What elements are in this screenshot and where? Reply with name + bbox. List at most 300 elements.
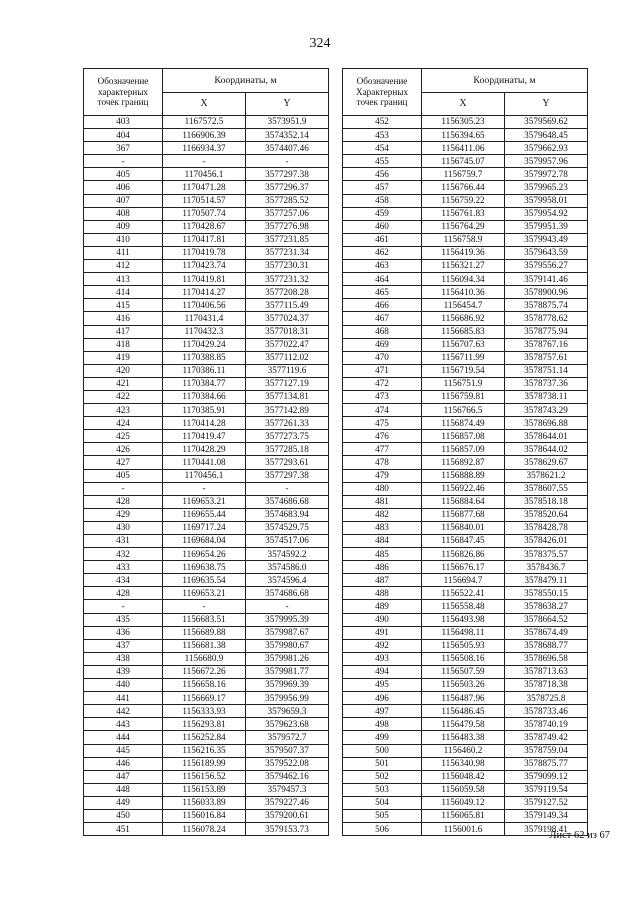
point-id-cell: 459 xyxy=(343,207,422,220)
table-row xyxy=(84,116,329,129)
table-row xyxy=(343,535,588,548)
table-row xyxy=(343,665,588,678)
y-coordinate-cell: 3578638.27 xyxy=(505,600,588,613)
x-coordinate-cell: 1156922.46 xyxy=(422,482,505,495)
x-coordinate-cell: 1156153.89 xyxy=(163,783,246,796)
x-coordinate-cell: 1166934.37 xyxy=(163,142,246,155)
table-row xyxy=(343,718,588,731)
point-id-cell: 445 xyxy=(84,744,163,757)
x-coordinate-cell: 1156888.89 xyxy=(422,469,505,482)
x-coordinate-cell: 1156676.17 xyxy=(422,561,505,574)
point-id-cell: 449 xyxy=(84,796,163,809)
x-coordinate-cell: 1156707.63 xyxy=(422,338,505,351)
y-coordinate-cell: 3578607.55 xyxy=(505,482,588,495)
y-coordinate-cell: 3578688.77 xyxy=(505,639,588,652)
x-coordinate-cell: 1156189.99 xyxy=(163,757,246,770)
header-point-line-2: характерных xyxy=(98,86,148,97)
point-id-cell: 428 xyxy=(84,495,163,508)
table-row xyxy=(343,155,588,168)
table-row xyxy=(343,561,588,574)
table-row xyxy=(84,639,329,652)
point-id-cell: 498 xyxy=(343,718,422,731)
point-id-cell: 492 xyxy=(343,639,422,652)
table-row xyxy=(84,469,329,482)
y-coordinate-cell: 3574517.06 xyxy=(246,535,329,548)
table-row xyxy=(84,220,329,233)
point-id-cell: 480 xyxy=(343,482,422,495)
table-row xyxy=(84,155,329,168)
x-coordinate-cell: 1156745.07 xyxy=(422,155,505,168)
y-coordinate-cell: 3579149.34 xyxy=(505,809,588,822)
y-coordinate-cell: 3579141.46 xyxy=(505,273,588,286)
y-coordinate-cell: 3578738.11 xyxy=(505,390,588,403)
y-coordinate-cell: 3578767.16 xyxy=(505,338,588,351)
x-coordinate-cell: 1156410.36 xyxy=(422,286,505,299)
table-row xyxy=(343,456,588,469)
point-id-cell: 478 xyxy=(343,456,422,469)
y-coordinate-cell: 3578875.77 xyxy=(505,757,588,770)
y-coordinate-cell: 3578375.57 xyxy=(505,548,588,561)
y-coordinate-cell: 3577285.52 xyxy=(246,194,329,207)
x-coordinate-cell: 1156766.44 xyxy=(422,181,505,194)
y-coordinate-cell: 3579943.49 xyxy=(505,233,588,246)
point-id-cell: 453 xyxy=(343,129,422,142)
header-point-line-3: точек границ xyxy=(97,97,149,108)
table-row xyxy=(84,482,329,495)
table-row xyxy=(343,770,588,783)
y-coordinate-cell: 3578436.7 xyxy=(505,561,588,574)
table-row xyxy=(343,273,588,286)
y-coordinate-cell: 3577119.6 xyxy=(246,364,329,377)
y-coordinate-cell: 3577296.37 xyxy=(246,181,329,194)
point-id-cell: 412 xyxy=(84,260,163,273)
table-row xyxy=(84,233,329,246)
x-coordinate-cell: 1156033.89 xyxy=(163,796,246,809)
table-row xyxy=(84,770,329,783)
x-coordinate-cell: 1156758.9 xyxy=(422,233,505,246)
y-coordinate-cell: 3579569.62 xyxy=(505,116,588,129)
point-id-cell: 472 xyxy=(343,377,422,390)
point-id-cell: 452 xyxy=(343,116,422,129)
point-id-cell: 438 xyxy=(84,652,163,665)
point-id-cell: 416 xyxy=(84,312,163,325)
table-row xyxy=(343,495,588,508)
table-row xyxy=(84,286,329,299)
x-coordinate-cell: 1169653.21 xyxy=(163,587,246,600)
point-id-cell: 484 xyxy=(343,535,422,548)
y-coordinate-cell: 3579958.01 xyxy=(505,194,588,207)
point-id-cell: 479 xyxy=(343,469,422,482)
point-id-cell: 403 xyxy=(84,116,163,129)
y-coordinate-cell: 3578426.01 xyxy=(505,535,588,548)
y-coordinate-cell: 3579200.61 xyxy=(246,809,329,822)
x-coordinate-cell: 1170385.91 xyxy=(163,404,246,417)
y-coordinate-cell: - xyxy=(246,155,329,168)
header-point-line-3: точек границ xyxy=(356,97,408,108)
point-id-cell: 437 xyxy=(84,639,163,652)
x-coordinate-cell: 1156493.98 xyxy=(422,613,505,626)
y-coordinate-cell: 3577297.38 xyxy=(246,168,329,181)
point-id-cell: 489 xyxy=(343,600,422,613)
y-coordinate-cell: 3579119.54 xyxy=(505,783,588,796)
x-coordinate-cell: 1156884.64 xyxy=(422,495,505,508)
table-row xyxy=(84,600,329,613)
table-row xyxy=(343,142,588,155)
y-coordinate-cell: 3577231.32 xyxy=(246,273,329,286)
table-row xyxy=(343,521,588,534)
y-coordinate-cell: 3577208.28 xyxy=(246,286,329,299)
point-id-cell: 503 xyxy=(343,783,422,796)
table-row xyxy=(84,823,329,836)
point-id-cell: 433 xyxy=(84,561,163,574)
table-row xyxy=(84,194,329,207)
y-coordinate-cell: 3579522.08 xyxy=(246,757,329,770)
x-coordinate-cell: 1156394.65 xyxy=(422,129,505,142)
x-coordinate-cell: 1156522.41 xyxy=(422,587,505,600)
x-coordinate-cell: 1169717.24 xyxy=(163,521,246,534)
point-id-cell: 476 xyxy=(343,430,422,443)
y-coordinate-cell: 3578621.2 xyxy=(505,469,588,482)
point-id-cell: 430 xyxy=(84,521,163,534)
x-coordinate-cell: 1156065.81 xyxy=(422,809,505,822)
table-row xyxy=(84,718,329,731)
point-id-cell: 457 xyxy=(343,181,422,194)
table-row xyxy=(343,587,588,600)
y-coordinate-cell: - xyxy=(246,482,329,495)
point-id-cell: 467 xyxy=(343,312,422,325)
y-coordinate-cell: 3577276.98 xyxy=(246,220,329,233)
point-id-cell: - xyxy=(84,482,163,495)
x-coordinate-cell: 1170428.29 xyxy=(163,443,246,456)
x-coordinate-cell: 1156669.17 xyxy=(163,692,246,705)
table-row xyxy=(343,260,588,273)
x-coordinate-cell: 1156333.93 xyxy=(163,705,246,718)
table-row xyxy=(84,731,329,744)
x-coordinate-cell: 1170456.1 xyxy=(163,168,246,181)
x-coordinate-cell: 1156483.38 xyxy=(422,731,505,744)
x-coordinate-cell: 1156505.93 xyxy=(422,639,505,652)
sheet-number: Лист 62 из 67 xyxy=(549,830,610,841)
point-id-cell: 466 xyxy=(343,299,422,312)
x-coordinate-cell: 1156059.58 xyxy=(422,783,505,796)
x-coordinate-cell: 1156460.2 xyxy=(422,744,505,757)
y-coordinate-cell: 3579972.78 xyxy=(505,168,588,181)
table-row xyxy=(84,495,329,508)
y-coordinate-cell: 3574596.4 xyxy=(246,574,329,587)
point-id-cell: - xyxy=(84,155,163,168)
table-row xyxy=(343,338,588,351)
point-id-cell: 497 xyxy=(343,705,422,718)
x-coordinate-cell: 1156078.24 xyxy=(163,823,246,836)
y-coordinate-cell: 3578428.78 xyxy=(505,521,588,534)
x-coordinate-cell: 1156216.35 xyxy=(163,744,246,757)
table-row xyxy=(84,430,329,443)
y-coordinate-cell: 3577024.37 xyxy=(246,312,329,325)
table-row xyxy=(343,181,588,194)
y-coordinate-cell: 3579951.39 xyxy=(505,220,588,233)
table-row xyxy=(84,757,329,770)
table-row xyxy=(84,443,329,456)
point-id-cell: 483 xyxy=(343,521,422,534)
x-coordinate-cell: 1169638.75 xyxy=(163,561,246,574)
x-coordinate-cell: - xyxy=(163,482,246,495)
point-id-cell: 471 xyxy=(343,364,422,377)
table-row xyxy=(84,142,329,155)
x-coordinate-cell: 1170456.1 xyxy=(163,469,246,482)
point-id-cell: 418 xyxy=(84,338,163,351)
y-coordinate-cell: 3578550.15 xyxy=(505,587,588,600)
point-id-cell: 456 xyxy=(343,168,422,181)
y-coordinate-cell: 3579227.46 xyxy=(246,796,329,809)
y-coordinate-cell: 3577285.18 xyxy=(246,443,329,456)
table-row xyxy=(343,796,588,809)
y-coordinate-cell: 3577273.75 xyxy=(246,430,329,443)
y-coordinate-cell: 3577115.49 xyxy=(246,299,329,312)
point-id-cell: 455 xyxy=(343,155,422,168)
x-coordinate-cell: 1156751.9 xyxy=(422,377,505,390)
header-point-line-1: Обозначение xyxy=(356,76,408,87)
y-coordinate-cell: 3579981.26 xyxy=(246,652,329,665)
table-row xyxy=(343,286,588,299)
point-id-cell: 488 xyxy=(343,587,422,600)
x-coordinate-cell: 1156857.08 xyxy=(422,430,505,443)
table-row xyxy=(343,508,588,521)
x-coordinate-cell: 1170388.85 xyxy=(163,351,246,364)
table-row xyxy=(343,679,588,692)
y-coordinate-cell: 3578644.01 xyxy=(505,430,588,443)
point-id-cell: 420 xyxy=(84,364,163,377)
x-coordinate-cell: 1156293.81 xyxy=(163,718,246,731)
point-id-cell: 481 xyxy=(343,495,422,508)
table-row xyxy=(343,312,588,325)
table-row xyxy=(84,783,329,796)
y-coordinate-cell: 3578875.74 xyxy=(505,299,588,312)
x-coordinate-cell: 1170419.78 xyxy=(163,246,246,259)
point-id-cell: 441 xyxy=(84,692,163,705)
y-coordinate-cell: 3577297.38 xyxy=(246,469,329,482)
table-row xyxy=(343,220,588,233)
point-id-cell: 461 xyxy=(343,233,422,246)
table-row xyxy=(343,364,588,377)
table-row xyxy=(343,613,588,626)
y-coordinate-cell: 3574529.75 xyxy=(246,521,329,534)
x-coordinate-cell: 1170507.74 xyxy=(163,207,246,220)
y-coordinate-cell: 3574407.46 xyxy=(246,142,329,155)
table-row xyxy=(343,783,588,796)
table-row xyxy=(84,260,329,273)
y-coordinate-cell: 3578664.52 xyxy=(505,613,588,626)
x-coordinate-cell: 1156681.38 xyxy=(163,639,246,652)
x-coordinate-cell: 1169653.21 xyxy=(163,495,246,508)
x-coordinate-cell: 1156719.54 xyxy=(422,364,505,377)
y-coordinate-cell: 3574686.68 xyxy=(246,587,329,600)
point-id-cell: 428 xyxy=(84,587,163,600)
point-id-cell: 495 xyxy=(343,679,422,692)
x-coordinate-cell: 1156680.9 xyxy=(163,652,246,665)
table-row xyxy=(343,194,588,207)
point-id-cell: 493 xyxy=(343,652,422,665)
y-coordinate-cell: 3578775.94 xyxy=(505,325,588,338)
y-coordinate-cell: 3573951.9 xyxy=(246,116,329,129)
x-coordinate-cell: 1156877.68 xyxy=(422,508,505,521)
header-point-designation xyxy=(343,69,422,116)
x-coordinate-cell: 1156764.29 xyxy=(422,220,505,233)
point-id-cell: 448 xyxy=(84,783,163,796)
point-id-cell: 442 xyxy=(84,705,163,718)
y-coordinate-cell: 3578696.88 xyxy=(505,417,588,430)
y-coordinate-cell: 3578757.61 xyxy=(505,351,588,364)
table-row xyxy=(84,273,329,286)
point-id-cell: 429 xyxy=(84,508,163,521)
x-coordinate-cell: 1156419.36 xyxy=(422,246,505,259)
y-coordinate-cell: 3579648.45 xyxy=(505,129,588,142)
x-coordinate-cell: 1156672.26 xyxy=(163,665,246,678)
x-coordinate-cell: 1156658.16 xyxy=(163,679,246,692)
table-row xyxy=(84,809,329,822)
table-row xyxy=(343,207,588,220)
x-coordinate-cell: 1156487.96 xyxy=(422,692,505,705)
y-coordinate-cell: 3577231.85 xyxy=(246,233,329,246)
table-row xyxy=(84,613,329,626)
x-coordinate-cell: 1170384.66 xyxy=(163,390,246,403)
point-id-cell: 477 xyxy=(343,443,422,456)
y-coordinate-cell: 3579662.93 xyxy=(505,142,588,155)
point-id-cell: 415 xyxy=(84,299,163,312)
x-coordinate-cell: - xyxy=(163,155,246,168)
x-coordinate-cell: 1156826.86 xyxy=(422,548,505,561)
table-row xyxy=(84,207,329,220)
x-coordinate-cell: 1167572.5 xyxy=(163,116,246,129)
y-coordinate-cell: 3578778.62 xyxy=(505,312,588,325)
y-coordinate-cell: 3578743.29 xyxy=(505,404,588,417)
y-coordinate-cell: 3577261.33 xyxy=(246,417,329,430)
y-coordinate-cell: 3579954.92 xyxy=(505,207,588,220)
x-coordinate-cell: 1156892.87 xyxy=(422,456,505,469)
point-id-cell: 413 xyxy=(84,273,163,286)
point-id-cell: 367 xyxy=(84,142,163,155)
point-id-cell: 421 xyxy=(84,377,163,390)
point-id-cell: 506 xyxy=(343,823,422,836)
table-row xyxy=(343,600,588,613)
point-id-cell: 465 xyxy=(343,286,422,299)
point-id-cell: 458 xyxy=(343,194,422,207)
table-row xyxy=(84,246,329,259)
point-id-cell: 405 xyxy=(84,168,163,181)
x-coordinate-cell: 1156558.48 xyxy=(422,600,505,613)
y-coordinate-cell: 3578520.64 xyxy=(505,508,588,521)
y-coordinate-cell: 3579572.7 xyxy=(246,731,329,744)
x-coordinate-cell: 1156857.09 xyxy=(422,443,505,456)
y-coordinate-cell: 3579969.39 xyxy=(246,679,329,692)
point-id-cell: 470 xyxy=(343,351,422,364)
y-coordinate-cell: 3577134.81 xyxy=(246,390,329,403)
x-coordinate-cell: 1170441.08 xyxy=(163,456,246,469)
y-coordinate-cell: 3577231.34 xyxy=(246,246,329,259)
y-coordinate-cell: 3579987.67 xyxy=(246,626,329,639)
point-id-cell: 462 xyxy=(343,246,422,259)
x-coordinate-cell: 1156508.16 xyxy=(422,652,505,665)
table-row xyxy=(343,652,588,665)
table-row xyxy=(343,482,588,495)
y-coordinate-cell: 3579957.96 xyxy=(505,155,588,168)
x-coordinate-cell: 1156683.51 xyxy=(163,613,246,626)
header-point-designation xyxy=(84,69,163,116)
table-row xyxy=(84,652,329,665)
y-coordinate-cell: 3577022.47 xyxy=(246,338,329,351)
y-coordinate-cell: 3579980.67 xyxy=(246,639,329,652)
x-coordinate-cell: 1156759.22 xyxy=(422,194,505,207)
table-row xyxy=(343,116,588,129)
point-id-cell: 425 xyxy=(84,430,163,443)
point-id-cell: 487 xyxy=(343,574,422,587)
point-id-cell: 439 xyxy=(84,665,163,678)
x-coordinate-cell: 1156689.88 xyxy=(163,626,246,639)
point-id-cell: 474 xyxy=(343,404,422,417)
table-row xyxy=(343,404,588,417)
table-row xyxy=(343,692,588,705)
table-row xyxy=(343,233,588,246)
header-y: Y xyxy=(246,93,329,116)
table-row xyxy=(84,561,329,574)
x-coordinate-cell: 1156766.5 xyxy=(422,404,505,417)
x-coordinate-cell: 1156874.49 xyxy=(422,417,505,430)
table-row xyxy=(343,469,588,482)
table-row xyxy=(84,351,329,364)
point-id-cell: 502 xyxy=(343,770,422,783)
table-row xyxy=(84,626,329,639)
table-row xyxy=(343,377,588,390)
table-row xyxy=(84,299,329,312)
x-coordinate-cell: 1156094.34 xyxy=(422,273,505,286)
point-id-cell: 463 xyxy=(343,260,422,273)
point-id-cell: 407 xyxy=(84,194,163,207)
table-row xyxy=(343,809,588,822)
table-row xyxy=(84,338,329,351)
point-id-cell: 485 xyxy=(343,548,422,561)
point-id-cell: 411 xyxy=(84,246,163,259)
header-y: Y xyxy=(505,93,588,116)
table-body-right xyxy=(343,116,588,836)
point-id-cell: 451 xyxy=(84,823,163,836)
table-row xyxy=(84,390,329,403)
x-coordinate-cell: 1169655.44 xyxy=(163,508,246,521)
x-coordinate-cell: 1170386.11 xyxy=(163,364,246,377)
x-coordinate-cell: 1170428.67 xyxy=(163,220,246,233)
x-coordinate-cell: 1156156.52 xyxy=(163,770,246,783)
table-row xyxy=(84,548,329,561)
point-id-cell: 447 xyxy=(84,770,163,783)
point-id-cell: 435 xyxy=(84,613,163,626)
table-row xyxy=(343,325,588,338)
table-row xyxy=(84,181,329,194)
y-coordinate-cell: 3579965.23 xyxy=(505,181,588,194)
y-coordinate-cell: 3579956.99 xyxy=(246,692,329,705)
x-coordinate-cell: 1156340.98 xyxy=(422,757,505,770)
point-id-cell: 468 xyxy=(343,325,422,338)
y-coordinate-cell: 3578737.36 xyxy=(505,377,588,390)
point-id-cell: 434 xyxy=(84,574,163,587)
header-point-line-1: Обозначение xyxy=(97,76,149,87)
x-coordinate-cell: 1156507.59 xyxy=(422,665,505,678)
table-row xyxy=(343,168,588,181)
table-row xyxy=(84,665,329,678)
table-row xyxy=(343,351,588,364)
table-row xyxy=(343,246,588,259)
table-row xyxy=(84,679,329,692)
point-id-cell: 464 xyxy=(343,273,422,286)
table-row xyxy=(84,574,329,587)
table-row xyxy=(84,168,329,181)
